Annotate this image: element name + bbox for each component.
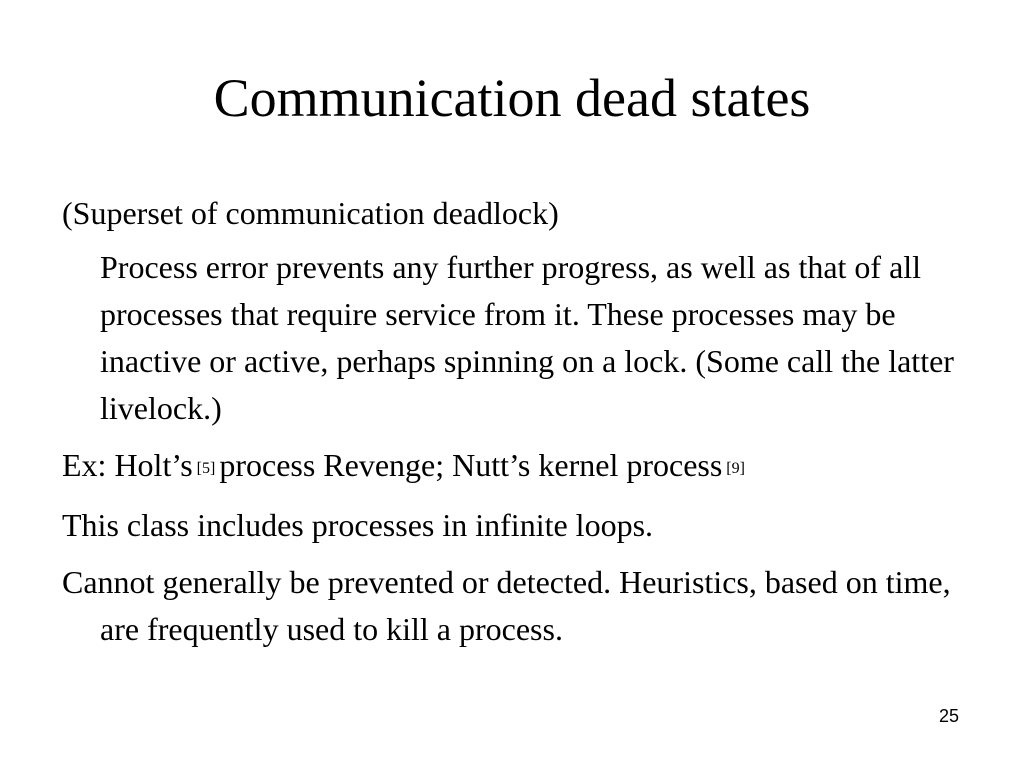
paragraph-example [62,442,982,492]
page-number: 25 [938,706,960,726]
citation-ref-9: [9] [726,459,745,477]
slide-title: Communication dead states [213,68,811,128]
paragraph-process-error: Process error prevents any further progress, as well as that of all processes that require service from it. These processes may be inactive or active, perhaps spinning on a lock. (Some call the latter livelock.) [100,249,954,426]
example-text-holt: Ex: Holt’s [62,447,193,483]
citation-ref-5: [5] [196,459,216,477]
example-text-nutt: process Revenge; Nutt’s kernel process [219,447,723,483]
slide-body [62,190,982,653]
paragraph-heuristics: Cannot generally be prevented or detected. Heuristics, based on time, are frequently used to kill a process. [62,563,951,647]
paragraph-superset: (Superset of communication deadlock) [62,195,559,231]
paragraph-infinite-loops: This class includes processes in infinite loops. [62,506,654,543]
